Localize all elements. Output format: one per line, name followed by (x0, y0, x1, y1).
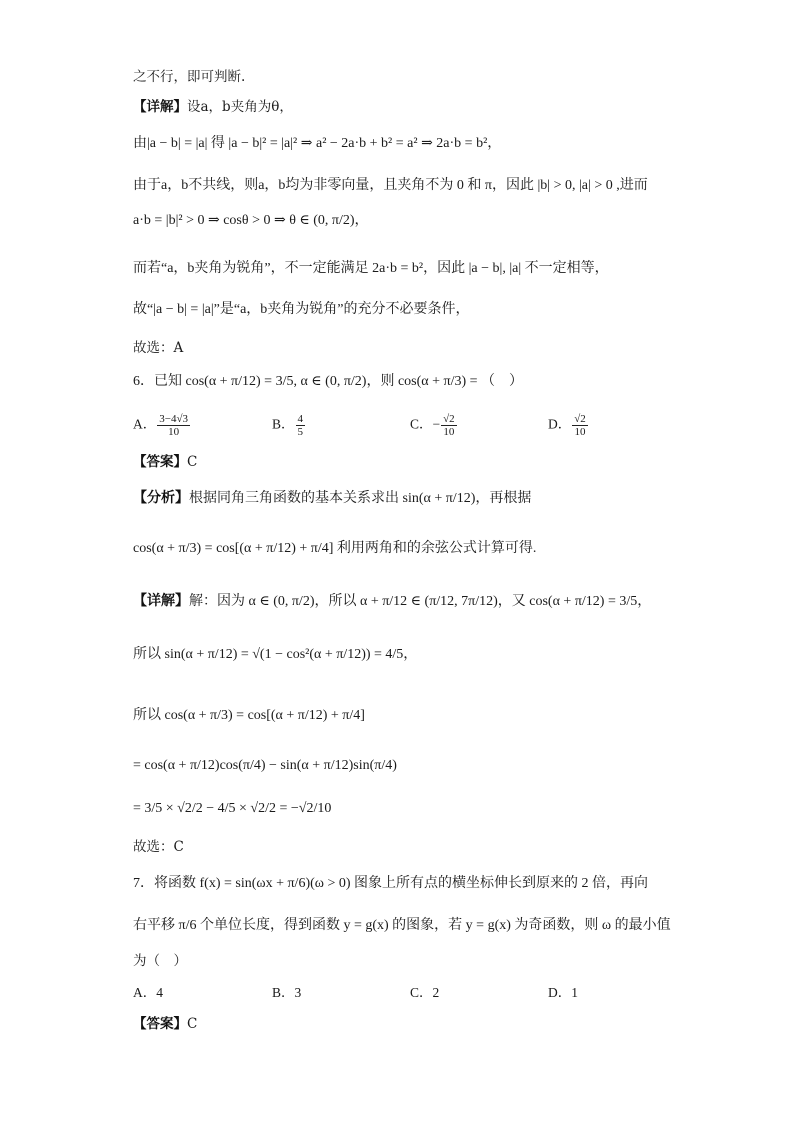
q6-analysis-tag: 【分析】 (133, 491, 189, 506)
q6-stem: 6．已知 cos(α + π/12) = 3/5, α ∈ (0, π/2)，则 cos(α + π/3) = （ ） (133, 374, 524, 389)
detail-line-6: 故“|a − b| = |a|”是“a，b夹角为锐角”的充分不必要条件， (133, 302, 470, 317)
q7-line-3: 为（ ） (133, 953, 187, 969)
q7-option-d[interactable] (548, 983, 578, 1003)
detail-tag: 【详解】 (133, 99, 187, 115)
q7-option-a-label: A． (133, 985, 157, 1000)
q7-option-a[interactable] (133, 983, 163, 1003)
q6-option-a[interactable] (133, 413, 191, 438)
q6-option-d-label: D． (548, 416, 572, 432)
q6-answer-value: C (187, 454, 198, 470)
detail-line-4: a·b = |b|² > 0 ⇒ cosθ > 0 ⇒ θ ∈ (0, π/2)， (133, 213, 369, 228)
q6-analysis-text-1: 根据同角三角函数的基本关系求出 sin(α + π/12)，再根据 (189, 491, 532, 506)
detail-line-5: 而若“a，b夹角为锐角”，不一定能满足 2a·b = b²，因此 |a − b|, |a| 不一定相等， (133, 261, 609, 276)
q6-detail-line-5: = 3/5 × √2/2 − 4/5 × √2/2 = −√2/10 (133, 801, 332, 816)
q6-option-a-label: A． (133, 416, 157, 432)
q7-answer (133, 1014, 197, 1034)
q7-option-b-label: B． (272, 985, 295, 1000)
q7-answer-value: C (187, 1016, 198, 1032)
q7-option-c-value: 2 (432, 985, 440, 1000)
q6-option-c-label: C． (410, 416, 433, 432)
q7-option-d-value: 1 (571, 985, 578, 1000)
detail-choice: 故选：A (133, 340, 184, 356)
q6-option-c[interactable]: C．− $\frac{√2}{10}$ (410, 413, 455, 438)
q6-detail-tag: 【详解】 (133, 594, 189, 609)
q7-answer-tag: 【答案】 (133, 1016, 187, 1032)
intro-line: 之不行，即可判断. (133, 69, 246, 85)
q7-option-a-value: 4 (156, 985, 163, 1000)
q6-option-b-label: B． (272, 416, 295, 432)
q6-analysis-line-2: cos(α + π/3) = cos[(α + π/12) + π/4] 利用两角和的余弦公式计算可得. (133, 541, 537, 556)
detail-line-2: 由|a − b| = |a| 得 |a − b|² = |a|² ⇒ a² − 2a·b + b² = a² ⇒ 2a·b = b²， (133, 136, 502, 151)
q7-option-d-label: D． (548, 985, 572, 1000)
detail-text-1: 设a，b夹角为θ， (187, 99, 293, 115)
q6-detail-line-4: = cos(α + π/12)cos(π/4) − sin(α + π/12)sin(π/4) (133, 758, 397, 773)
q6-option-c-frac: $\frac{√2}{10}$ (443, 413, 455, 438)
q7-option-b[interactable] (272, 983, 301, 1003)
detail-line-1 (133, 97, 293, 117)
q6-answer-tag: 【答案】 (133, 454, 187, 470)
detail-line-3: 由于a，b不共线，则a，b均为非零向量，且夹角不为 0 和 π，因此 |b| > 0, |a| > 0 ,进而 (133, 178, 648, 193)
q6-option-b-frac: $\frac{4}{5}$ (297, 413, 304, 438)
q6-analysis-line-1 (133, 489, 531, 509)
q6-choice: 故选：C (133, 839, 184, 855)
q6-detail-text-1: 解：因为 α ∈ (0, π/2)，所以 α + π/12 ∈ (π/12, 7π/12)，又 cos(α + π/12) = 3/5， (189, 594, 652, 609)
q6-detail-line-1 (133, 592, 651, 612)
q6-detail-line-2: 所以 sin(α + π/12) = √(1 − cos²(α + π/12)) = 4/5， (133, 647, 418, 662)
q6-answer (133, 452, 197, 472)
q6-detail-line-3: 所以 cos(α + π/3) = cos[(α + π/12) + π/4] (133, 708, 365, 723)
q7-option-c-label: C． (410, 985, 433, 1000)
q6-option-a-frac: $\frac{3-4√3}{10}$ (159, 413, 188, 438)
q7-option-b-value: 3 (294, 985, 302, 1000)
q6-option-d[interactable] (548, 413, 589, 438)
q7-option-c[interactable] (410, 983, 439, 1003)
q6-option-d-frac: $\frac{√2}{10}$ (574, 413, 586, 438)
q7-line-1: 7．将函数 f(x) = sin(ωx + π/6)(ω > 0) 图象上所有点的横坐标伸长到原来的 2 倍，再向 (133, 876, 649, 891)
q6-option-b[interactable] (272, 413, 306, 438)
q7-line-2: 右平移 π/6 个单位长度，得到函数 y = g(x) 的图象，若 y = g(x) 为奇函数，则 ω 的最小值 (133, 918, 671, 933)
